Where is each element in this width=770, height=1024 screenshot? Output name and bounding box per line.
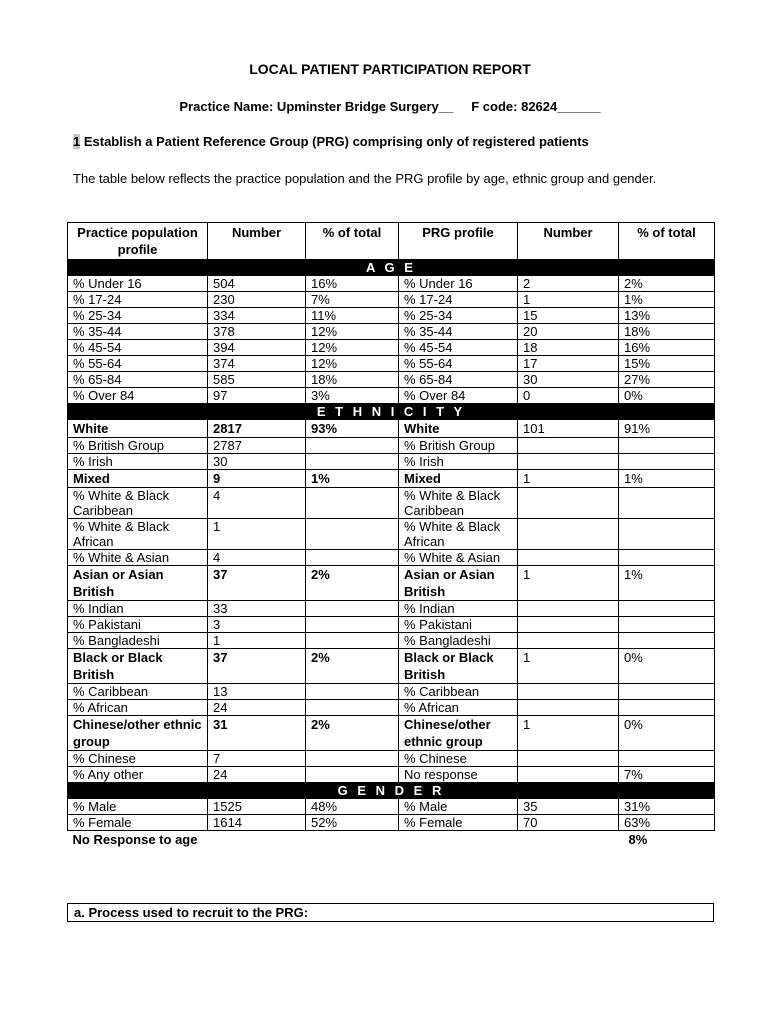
table-row (68, 601, 715, 617)
header-prg-profile: PRG profile (399, 223, 518, 260)
table-cell (619, 751, 715, 767)
table-row (68, 340, 715, 356)
table-cell: 97 (208, 388, 306, 404)
table-cell: 12% (306, 356, 399, 372)
header-practice-profile: Practice population profile (68, 223, 208, 260)
table-cell (306, 454, 399, 470)
table-cell: % White & Black African (399, 519, 518, 550)
table-cell: White (68, 420, 208, 438)
table-cell: 91% (619, 420, 715, 438)
table-cell: 7 (208, 751, 306, 767)
table-cell: % 55-64 (399, 356, 518, 372)
table-cell: Chinese/other ethnic group (399, 716, 518, 751)
table-cell: 0% (619, 388, 715, 404)
table-cell: Mixed (68, 470, 208, 488)
table-cell: % White & Asian (68, 550, 208, 566)
table-cell: 20 (518, 324, 619, 340)
table-cell: 30 (518, 372, 619, 388)
table-cell: Chinese/other ethnic group (68, 716, 208, 751)
table-cell: 13% (619, 308, 715, 324)
table-cell: 230 (208, 292, 306, 308)
table-cell: % 17-24 (68, 292, 208, 308)
table-cell: 1% (306, 470, 399, 488)
table-cell: % White & Black African (68, 519, 208, 550)
table-row (68, 633, 715, 649)
table-cell: % African (399, 700, 518, 716)
table-row (68, 767, 715, 783)
table-cell: % Female (399, 815, 518, 831)
table-cell: 4 (208, 488, 306, 519)
table-cell: 0% (619, 716, 715, 751)
table-cell: % Irish (399, 454, 518, 470)
table-cell: 18 (518, 340, 619, 356)
table-cell: % Male (68, 799, 208, 815)
table-cell: % White & Black Caribbean (399, 488, 518, 519)
table-row (68, 617, 715, 633)
table-cell: 394 (208, 340, 306, 356)
table-row (68, 716, 715, 751)
table-cell: 52% (306, 815, 399, 831)
table-cell: 101 (518, 420, 619, 438)
table-cell: 0% (619, 649, 715, 684)
table-cell: % Indian (68, 601, 208, 617)
table-cell: Black or Black British (68, 649, 208, 684)
table-cell (619, 519, 715, 550)
table-row (68, 799, 715, 815)
table-cell: % 35-44 (399, 324, 518, 340)
table-cell: % Bangladeshi (68, 633, 208, 649)
table-cell: % 45-54 (68, 340, 208, 356)
table-cell (518, 601, 619, 617)
table-cell: 2% (619, 276, 715, 292)
header-percent-total: % of total (306, 223, 399, 260)
table-cell: % Irish (68, 454, 208, 470)
table-cell: 504 (208, 276, 306, 292)
table-cell: % Over 84 (399, 388, 518, 404)
table-cell: 7% (619, 767, 715, 783)
table-row (68, 684, 715, 700)
table-cell: % 45-54 (399, 340, 518, 356)
table-cell: 15% (619, 356, 715, 372)
table-cell: % African (68, 700, 208, 716)
table-cell: 63% (619, 815, 715, 831)
table-cell: 1 (518, 649, 619, 684)
table-cell: 24 (208, 700, 306, 716)
table-cell (619, 617, 715, 633)
table-cell (518, 550, 619, 566)
table-cell: 12% (306, 340, 399, 356)
table-cell: 1% (619, 470, 715, 488)
table-cell: % Male (399, 799, 518, 815)
table-cell: % Pakistani (399, 617, 518, 633)
table-row (68, 519, 715, 550)
table-cell: 2 (518, 276, 619, 292)
table-cell (619, 684, 715, 700)
table-cell (306, 550, 399, 566)
table-cell: % 65-84 (399, 372, 518, 388)
table-cell: 3% (306, 388, 399, 404)
age-band-label: A G E (68, 260, 715, 276)
table-cell: 2% (306, 716, 399, 751)
table-cell: 31 (208, 716, 306, 751)
table-cell: No response (399, 767, 518, 783)
table-cell (306, 617, 399, 633)
table-cell: 2% (306, 649, 399, 684)
table-cell: 7% (306, 292, 399, 308)
table-cell: % British Group (399, 438, 518, 454)
table-row (68, 550, 715, 566)
table-cell: % Any other (68, 767, 208, 783)
table-cell: % Bangladeshi (399, 633, 518, 649)
table-row (68, 276, 715, 292)
table-row (68, 308, 715, 324)
no-response-row (68, 831, 715, 849)
table-cell: 1 (518, 292, 619, 308)
report-title: LOCAL PATIENT PARTICIPATION REPORT (249, 61, 531, 77)
table-cell: % Pakistani (68, 617, 208, 633)
intro-paragraph: The table below reflects the practice population and the PRG profile by age, ethnic group and gender. (73, 171, 657, 186)
table-cell: 2% (306, 566, 399, 601)
table-cell: % Under 16 (399, 276, 518, 292)
table-cell: 334 (208, 308, 306, 324)
table-cell: 15 (518, 308, 619, 324)
header-prg-percent-total: % of total (619, 223, 715, 260)
table-row (68, 388, 715, 404)
profile-table (67, 222, 715, 848)
recruit-process-box: a. Process used to recruit to the PRG: (67, 903, 714, 922)
table-row (68, 438, 715, 454)
table-cell: 16% (306, 276, 399, 292)
ethnicity-band (68, 404, 715, 420)
table-cell: 30 (208, 454, 306, 470)
table-cell: 16% (619, 340, 715, 356)
table-cell: 1% (619, 292, 715, 308)
table-cell: 1% (619, 566, 715, 601)
table-cell: 17 (518, 356, 619, 372)
table-cell: % Caribbean (68, 684, 208, 700)
table-cell: % 55-64 (68, 356, 208, 372)
no-response-value: 8% (628, 832, 648, 847)
header-number: Number (208, 223, 306, 260)
table-cell: % 65-84 (68, 372, 208, 388)
table-cell (619, 700, 715, 716)
table-cell: 1 (518, 470, 619, 488)
table-cell: 35 (518, 799, 619, 815)
table-cell: % 35-44 (68, 324, 208, 340)
header-row (68, 223, 715, 260)
table-cell: 18% (619, 324, 715, 340)
table-cell: 13 (208, 684, 306, 700)
table-cell: Asian or Asian British (68, 566, 208, 601)
table-cell: % Chinese (68, 751, 208, 767)
table-cell (518, 454, 619, 470)
table-cell: Asian or Asian British (399, 566, 518, 601)
table-cell (619, 438, 715, 454)
table-cell: 93% (306, 420, 399, 438)
table-cell: % British Group (68, 438, 208, 454)
table-cell: % 25-34 (399, 308, 518, 324)
table-cell (518, 438, 619, 454)
table-row (68, 324, 715, 340)
table-row (68, 815, 715, 831)
table-cell: 3 (208, 617, 306, 633)
table-cell: 374 (208, 356, 306, 372)
table-cell (306, 684, 399, 700)
table-cell (619, 550, 715, 566)
table-cell: 1614 (208, 815, 306, 831)
table-row (68, 751, 715, 767)
table-cell: % Indian (399, 601, 518, 617)
table-cell: 2787 (208, 438, 306, 454)
table-cell: 31% (619, 799, 715, 815)
table-cell (619, 454, 715, 470)
gender-band (68, 783, 715, 799)
table-cell: 1 (208, 519, 306, 550)
no-response-label: No Response to age (72, 832, 198, 847)
table-cell (518, 617, 619, 633)
table-cell: White (399, 420, 518, 438)
table-cell: Black or Black British (399, 649, 518, 684)
table-cell: % White & Asian (399, 550, 518, 566)
table-cell: 1 (208, 633, 306, 649)
table-cell (518, 488, 619, 519)
table-cell (306, 488, 399, 519)
table-row (68, 292, 715, 308)
ethnicity-band-label: E T H N I C I T Y (68, 404, 715, 420)
table-cell (306, 767, 399, 783)
table-row (68, 454, 715, 470)
table-cell: 1 (518, 716, 619, 751)
table-cell (306, 633, 399, 649)
table-row (68, 470, 715, 488)
table-cell: 37 (208, 566, 306, 601)
table-cell: 0 (518, 388, 619, 404)
table-cell: 24 (208, 767, 306, 783)
table-cell: % Female (68, 815, 208, 831)
gender-band-label: G E N D E R (68, 783, 715, 799)
table-row (68, 700, 715, 716)
table-cell (518, 519, 619, 550)
table-cell: 1525 (208, 799, 306, 815)
table-cell: % White & Black Caribbean (68, 488, 208, 519)
section-text: Establish a Patient Reference Group (PRG) comprising only of registered patients (80, 134, 589, 149)
age-band (68, 260, 715, 276)
table-cell: 11% (306, 308, 399, 324)
table-cell (306, 700, 399, 716)
table-row (68, 356, 715, 372)
table-cell: Mixed (399, 470, 518, 488)
section-number: 1 (73, 134, 81, 149)
table-cell: % Chinese (399, 751, 518, 767)
table-cell: 9 (208, 470, 306, 488)
table-cell (518, 767, 619, 783)
table-cell (306, 601, 399, 617)
table-cell (306, 751, 399, 767)
table-cell (306, 438, 399, 454)
table-cell: % 17-24 (399, 292, 518, 308)
table-row (68, 488, 715, 519)
table-cell: 37 (208, 649, 306, 684)
table-cell (518, 700, 619, 716)
table-row (68, 649, 715, 684)
table-row (68, 420, 715, 438)
table-cell (518, 684, 619, 700)
table-row (68, 372, 715, 388)
table-cell: % Under 16 (68, 276, 208, 292)
table-cell: 33 (208, 601, 306, 617)
table-cell (518, 633, 619, 649)
practice-line: Practice Name: Upminster Bridge Surgery__ F code: 82624______ (179, 99, 601, 114)
table-cell: % 25-34 (68, 308, 208, 324)
table-cell: 18% (306, 372, 399, 388)
table-cell: 585 (208, 372, 306, 388)
table-cell: 27% (619, 372, 715, 388)
table-cell: 2817 (208, 420, 306, 438)
table-cell: 4 (208, 550, 306, 566)
table-cell: 378 (208, 324, 306, 340)
table-cell: 1 (518, 566, 619, 601)
table-row (68, 566, 715, 601)
table-cell: 48% (306, 799, 399, 815)
table-cell: % Over 84 (68, 388, 208, 404)
table-cell: 12% (306, 324, 399, 340)
table-cell: % Caribbean (399, 684, 518, 700)
table-cell (619, 488, 715, 519)
table-cell (518, 751, 619, 767)
table-cell (619, 601, 715, 617)
table-cell: 70 (518, 815, 619, 831)
header-prg-number: Number (518, 223, 619, 260)
table-cell (306, 519, 399, 550)
table-cell (619, 633, 715, 649)
section-heading (73, 134, 589, 149)
